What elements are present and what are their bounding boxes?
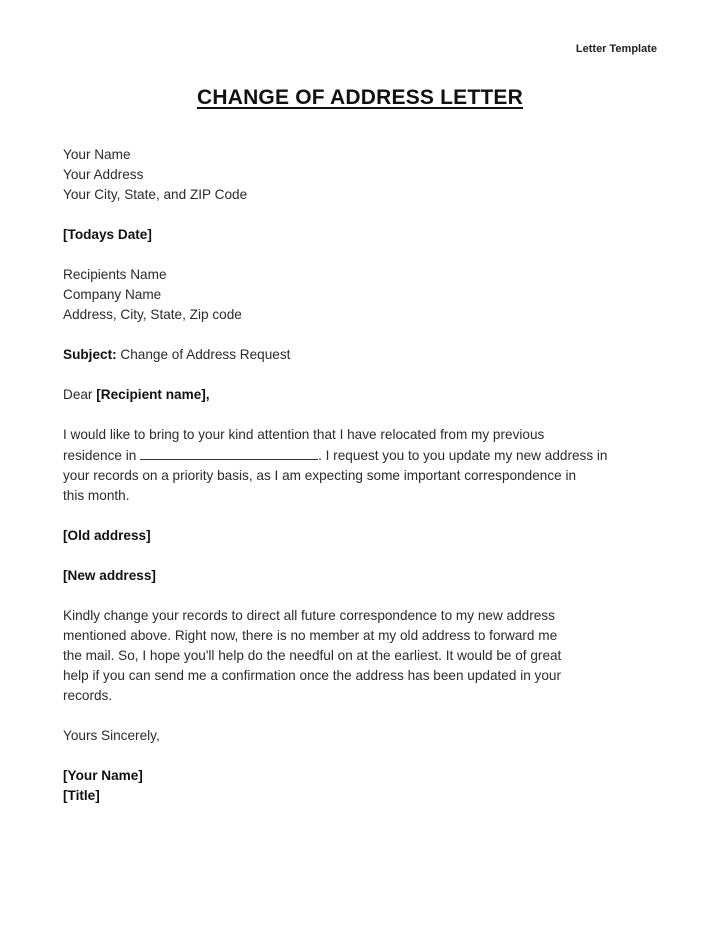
paragraph2-line2: mentioned above. Right now, there is no member at my old address to forward me (63, 628, 558, 643)
template-label: Letter Template (575, 43, 657, 55)
subject-line (63, 345, 663, 365)
signature-name: [Your Name] (63, 768, 143, 783)
salutation-prefix: Dear (63, 387, 97, 402)
paragraph-request (63, 606, 663, 706)
subject-label: Subject: (63, 347, 117, 362)
sender-address: Your Address (63, 167, 144, 182)
paragraph1-line2-start: residence in (63, 448, 141, 463)
paragraph1-line4: this month. (63, 488, 130, 503)
salutation (63, 385, 663, 405)
paragraph-relocation (63, 425, 663, 506)
salutation-name: [Recipient name], (96, 387, 210, 402)
old-address-placeholder: [Old address] (63, 528, 151, 543)
sender-name: Your Name (63, 147, 131, 162)
paragraph1-line2 (63, 445, 663, 466)
previous-residence-blank (140, 445, 318, 460)
recipient-name: Recipients Name (63, 267, 167, 282)
paragraph2-line1: Kindly change your records to direct all future correspondence to my new address (63, 608, 555, 623)
subject-text: Change of Address Request (116, 347, 291, 362)
new-address-placeholder: [New address] (63, 568, 156, 583)
paragraph1-line2-end: . I request you to you update my new address in (318, 448, 608, 463)
closing: Yours Sincerely, (63, 728, 160, 743)
sender-city-line: Your City, State, and ZIP Code (63, 187, 248, 202)
recipient-block (63, 265, 663, 325)
signature-block (63, 766, 663, 806)
paragraph1-line1: I would like to bring to your kind attention that I have relocated from my previous (63, 427, 545, 442)
recipient-company: Company Name (63, 287, 162, 302)
recipient-address: Address, City, State, Zip code (63, 307, 242, 322)
paragraph1-line3: your records on a priority basis, as I am expecting some important correspondence in (63, 468, 577, 483)
signature-title: [Title] (63, 788, 100, 803)
paragraph2-line3: the mail. So, I hope you'll help do the needful on at the earliest. It would be of great (63, 648, 562, 663)
letter-date: [Todays Date] (63, 227, 152, 242)
paragraph2-line4: help if you can send me a confirmation once the address has been updated in your (63, 668, 562, 683)
sender-block (63, 145, 663, 205)
paragraph2-line5: records. (63, 688, 113, 703)
letter-body (63, 145, 663, 806)
letter-title: CHANGE OF ADDRESS LETTER (196, 86, 524, 109)
